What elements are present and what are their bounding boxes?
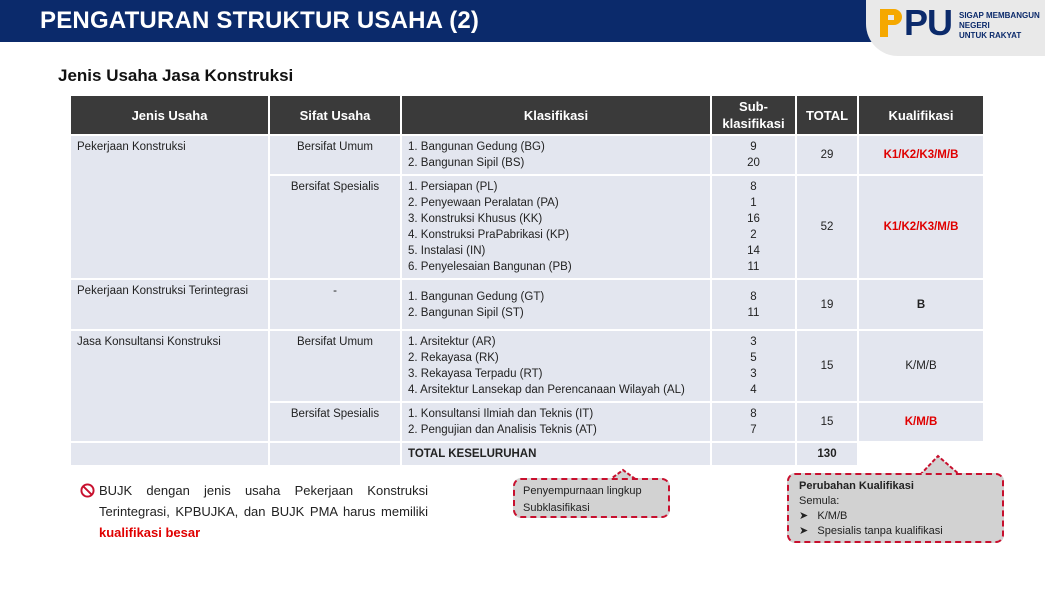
grand-total-label: TOTAL KESELURUHAN	[402, 441, 710, 465]
cell-kualifikasi: K/M/B	[859, 329, 983, 401]
header-jenis-usaha: Jenis Usaha	[71, 96, 268, 134]
prohibited-icon	[80, 483, 95, 498]
logo-tagline: SIGAP MEMBANGUN NEGERI UNTUK RAKYAT	[959, 11, 1040, 40]
cell-kualifikasi: K/M/B	[859, 401, 983, 441]
cell-total: 15	[797, 329, 857, 401]
cell-kualifikasi: B	[859, 278, 983, 329]
cell-subklasifikasi: 8 1 16 2 14 11	[712, 174, 795, 278]
table-row	[71, 278, 983, 329]
cell-kualifikasi: K1/K2/K3/M/B	[859, 174, 983, 278]
table-row	[71, 134, 983, 174]
grand-total-value: 130	[797, 441, 857, 465]
callout-intro: Semula:	[799, 495, 840, 507]
cell-empty	[71, 441, 268, 465]
business-structure-table	[69, 96, 985, 465]
header-kualifikasi: Kualifikasi	[859, 96, 983, 134]
cell-jenis-usaha: Pekerjaan Konstruksi	[71, 134, 268, 278]
page-title: PENGATURAN STRUKTUR USAHA (2)	[40, 7, 480, 34]
cell-total: 29	[797, 134, 857, 174]
callout-title: Perubahan Kualifikasi	[799, 480, 914, 492]
note-text: BUJK dengan jenis usaha Pekerjaan Konstruksi Terintegrasi, KPBUJKA, dan BUJK PMA harus memiliki kualifikasi besar	[99, 483, 428, 540]
pu-emblem-icon	[876, 5, 906, 41]
cell-sifat-usaha: Bersifat Umum	[270, 134, 400, 174]
cell-kualifikasi: K1/K2/K3/M/B	[859, 134, 983, 174]
grand-total-row	[71, 441, 983, 465]
cell-subklasifikasi: 8 7	[712, 401, 795, 441]
cell-empty	[712, 441, 795, 465]
header-subklasifikasi: Sub- klasifikasi	[712, 96, 795, 134]
cell-subklasifikasi: 3 5 3 4	[712, 329, 795, 401]
arrow-bullet-icon: ➤	[799, 510, 809, 522]
cell-sifat-usaha: Bersifat Spesialis	[270, 174, 400, 278]
arrow-bullet-icon: ➤	[799, 525, 809, 537]
cell-subklasifikasi: 9 20	[712, 134, 795, 174]
cell-jenis-usaha: Pekerjaan Konstruksi Terintegrasi	[71, 278, 268, 329]
table-row	[71, 329, 983, 401]
cell-klasifikasi: 1. Konsultansi Ilmiah dan Teknis (IT) 2. Pengujian dan Analisis Teknis (AT)	[402, 401, 710, 441]
cell-total: 19	[797, 278, 857, 329]
callout-item: ➤ K/M/B	[799, 510, 848, 522]
cell-klasifikasi: 1. Bangunan Gedung (GT) 2. Bangunan Sipil (ST)	[402, 278, 710, 329]
cell-klasifikasi: 1. Bangunan Gedung (BG) 2. Bangunan Sipil (BS)	[402, 134, 710, 174]
cell-total: 15	[797, 401, 857, 441]
cell-klasifikasi: 1. Persiapan (PL) 2. Penyewaan Peralatan (PA) 3. Konstruksi Khusus (KK) 4. Konstruksi PraPabrikasi (KP) 5. Instalasi (IN) 6. Penyelesaian Bangunan (PB)	[402, 174, 710, 278]
section-title: Jenis Usaha Jasa Konstruksi	[58, 66, 294, 85]
cell-sifat-usaha: Bersifat Umum	[270, 329, 400, 401]
cell-klasifikasi: 1. Arsitektur (AR) 2. Rekayasa (RK) 3. Rekayasa Terpadu (RT) 4. Arsitektur Lansekap dan Perencanaan Wilayah (AL)	[402, 329, 710, 401]
cell-sifat-usaha: -	[270, 278, 400, 329]
header-sifat-usaha: Sifat Usaha	[270, 96, 400, 134]
cell-sifat-usaha: Bersifat Spesialis	[270, 401, 400, 441]
callout-kualifikasi	[787, 473, 1004, 543]
note-emphasis: kualifikasi besar	[99, 525, 201, 540]
pu-logo	[866, 0, 1045, 56]
cell-total: 52	[797, 174, 857, 278]
header-klasifikasi: Klasifikasi	[402, 96, 710, 134]
callout-subklasifikasi: Penyempurnaan lingkup Subklasifikasi	[513, 478, 670, 518]
logo-text: PU	[904, 2, 953, 43]
cell-jenis-usaha: Jasa Konsultansi Konstruksi	[71, 329, 268, 441]
cell-subklasifikasi: 8 11	[712, 278, 795, 329]
header-total: TOTAL	[797, 96, 857, 134]
table-header-row	[71, 96, 983, 134]
cell-empty	[270, 441, 400, 465]
callout-item: ➤ Spesialis tanpa kualifikasi	[799, 525, 943, 537]
